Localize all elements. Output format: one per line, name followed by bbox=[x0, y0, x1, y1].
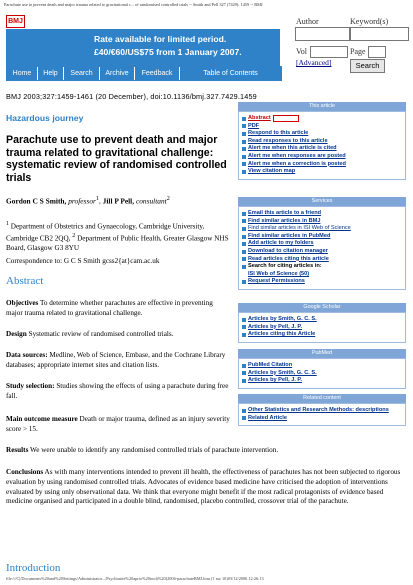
bullet-icon bbox=[242, 371, 246, 375]
article-title: Parachute use to prevent death and major trauma related to gravitational challenge: systematic review of randomised controlled trials bbox=[6, 134, 227, 184]
link-email-article[interactable] bbox=[239, 210, 405, 218]
link-read-responses-label: Read responses to this article bbox=[248, 137, 328, 144]
bullet-icon bbox=[242, 235, 246, 239]
bullet-icon bbox=[242, 242, 246, 246]
print-footer: file:///C|/Documents%20and%20Settings/Administrator.../Psychiatrie%20aprio%20toolt%20(2006-parachuteBMJ.htm (1 sur 10)03/12/2006 12:26:13 bbox=[6, 576, 264, 581]
sidebar-services bbox=[238, 197, 406, 290]
link-gs-smith-label: Articles by Smith, G. C. S. bbox=[248, 316, 317, 322]
link-similar-bmj[interactable] bbox=[239, 218, 405, 226]
link-abstract[interactable] bbox=[239, 115, 405, 123]
banner-line-2: £40/€60/US$75 from 1 January 2007. bbox=[94, 47, 242, 57]
bullet-icon bbox=[242, 170, 246, 174]
link-respond[interactable] bbox=[239, 130, 405, 138]
link-pubmed-citation[interactable] bbox=[239, 362, 405, 370]
banner-line-1: Rate available for limited period. bbox=[94, 34, 227, 44]
highlight-box bbox=[273, 115, 299, 122]
link-pm-smith-label: Articles by Smith, G. C. S. bbox=[248, 369, 317, 376]
link-gs-pell-label: Articles by Pell, J. P. bbox=[248, 323, 302, 330]
link-related-article-label: Related Article bbox=[248, 414, 287, 421]
link-pubmed-citation-label: PubMed Citation bbox=[248, 362, 293, 368]
search-button[interactable]: Search bbox=[350, 59, 385, 73]
link-related-article[interactable] bbox=[239, 415, 405, 423]
link-request-permissions[interactable] bbox=[239, 278, 405, 286]
abstract-sources bbox=[6, 351, 231, 371]
link-citing-articles-label: Read articles citing this article bbox=[248, 255, 329, 262]
citation-line: BMJ 2003;327:1459-1461 (20 December), doi:10.1136/bmj.327.7429.1459 bbox=[6, 92, 257, 101]
bullet-icon bbox=[242, 219, 246, 223]
link-request-permissions-label: Request Permissions bbox=[248, 278, 305, 285]
link-citing-articles[interactable] bbox=[239, 256, 405, 264]
objectives-text: To determine whether parachutes are effective in preventing major trauma related to gravitational challenge. bbox=[6, 299, 213, 317]
abstract-selection bbox=[6, 382, 231, 402]
nav-archive[interactable]: Archive bbox=[100, 67, 134, 80]
sidebar-pubmed bbox=[238, 349, 406, 389]
abstract-outcome bbox=[6, 415, 231, 435]
google-scholar-box bbox=[238, 312, 406, 343]
affiliation-2: Department of Public Health, Greater Glasgow NHS Board, Glasgow G3 8YU bbox=[6, 234, 229, 253]
vol-label: Vol bbox=[296, 47, 307, 56]
bullet-icon bbox=[242, 162, 246, 166]
results-text: We were unable to identify any randomised controlled trials of parachute intervention. bbox=[28, 446, 279, 454]
bullet-icon bbox=[242, 333, 246, 337]
bullet-icon bbox=[242, 280, 246, 284]
results-label: Results bbox=[6, 446, 29, 454]
link-isi-web-of-science[interactable] bbox=[239, 271, 405, 279]
link-gs-citing[interactable] bbox=[239, 331, 405, 339]
sidebar-this-article bbox=[238, 102, 406, 180]
link-similar-isi[interactable] bbox=[239, 225, 405, 233]
link-other-statistics-label: Other Statistics and Research Methods: descriptions bbox=[248, 407, 389, 413]
abstract-conclusions bbox=[6, 468, 406, 507]
bullet-icon bbox=[242, 364, 246, 368]
pubmed-box bbox=[238, 358, 406, 389]
nav-help[interactable]: Help bbox=[38, 67, 63, 80]
subscription-banner[interactable] bbox=[6, 29, 280, 66]
link-isi-label: ISI Web of Science (50) bbox=[248, 270, 310, 277]
link-citation-map[interactable] bbox=[239, 168, 405, 176]
author-2-sup: 2 bbox=[166, 196, 170, 202]
link-email-article-label: Email this article to a friend bbox=[248, 210, 322, 216]
bullet-icon bbox=[242, 227, 246, 231]
link-alert-cited-label: Alert me when this article is cited bbox=[248, 145, 337, 152]
conclusions-label: Conclusions bbox=[6, 468, 44, 476]
link-similar-pubmed-label: Find similar articles in PubMed bbox=[248, 232, 331, 239]
bullet-icon bbox=[242, 379, 246, 383]
link-read-responses[interactable] bbox=[239, 138, 405, 146]
search-citing-label bbox=[239, 263, 405, 271]
bullet-icon bbox=[242, 318, 246, 322]
link-pm-pell[interactable] bbox=[239, 377, 405, 385]
author-1-role: professor bbox=[68, 196, 96, 206]
link-alert-responses-label: Alert me when responses are posted bbox=[248, 152, 346, 159]
sources-label: Data sources: bbox=[6, 351, 48, 359]
nav-search[interactable]: Search bbox=[64, 67, 99, 80]
pubmed-header: PubMed bbox=[238, 349, 406, 358]
section-label: Hazardous journey bbox=[6, 113, 84, 123]
link-pm-smith[interactable] bbox=[239, 370, 405, 378]
link-similar-bmj-label: Find similar articles in BMJ bbox=[248, 217, 321, 224]
bullet-icon bbox=[242, 212, 246, 216]
abstract-objectives bbox=[6, 299, 231, 319]
affil-2-sup: 2 bbox=[72, 233, 76, 240]
affiliation-1: Department of Obstetrics and Gynaecology, Cambridge University, Cambridge CB2 2QQ, bbox=[6, 222, 205, 243]
sidebar-related bbox=[238, 394, 406, 426]
keywords-input[interactable] bbox=[350, 27, 409, 41]
link-citation-manager-label: Download to citation manager bbox=[248, 247, 328, 254]
author-2-role: consultant bbox=[135, 196, 167, 206]
this-article-header: This article bbox=[238, 102, 406, 111]
bullet-icon bbox=[242, 250, 246, 254]
affiliations bbox=[6, 220, 231, 254]
link-alert-responses[interactable] bbox=[239, 153, 405, 161]
abstract-heading: Abstract bbox=[6, 275, 44, 287]
outcome-text: Death or major trauma, defined as an injury severity score > 15. bbox=[6, 415, 230, 433]
link-abstract-label: Abstract bbox=[248, 115, 271, 121]
related-box bbox=[238, 403, 406, 426]
bullet-icon bbox=[242, 140, 246, 144]
link-pm-pell-label: Articles by Pell, J. P. bbox=[248, 377, 302, 384]
link-pdf[interactable] bbox=[239, 123, 405, 131]
link-similar-isi-label: Find similar articles in ISI Web of Science bbox=[248, 225, 351, 232]
this-article-box bbox=[238, 111, 406, 180]
abstract-results bbox=[6, 446, 406, 456]
link-alert-correction-label: Alert me when a correction is posted bbox=[248, 160, 346, 167]
design-label: Design bbox=[6, 330, 27, 338]
services-box bbox=[238, 206, 406, 290]
selection-text: Studies showing the effects of using a parachute during free fall. bbox=[6, 382, 229, 400]
correspondence: Correspondence to: G C S Smith gcss2{at}cam.ac.uk bbox=[6, 257, 160, 265]
introduction-heading: Introduction bbox=[6, 562, 61, 574]
print-header: Parachute use to prevent death and major trauma related to gravitational c... of randomised controlled trials -- Smith and Pell 327 (7429): 1459 -- BMJ bbox=[4, 2, 263, 7]
bullet-icon bbox=[242, 132, 246, 136]
abstract-design bbox=[6, 330, 231, 340]
link-respond-label: Respond to this article bbox=[248, 130, 309, 137]
bmj-logo[interactable]: BMJ bbox=[6, 15, 25, 28]
design-text: Systematic review of randomised controlled trials. bbox=[26, 330, 174, 338]
bullet-icon bbox=[242, 325, 246, 329]
selection-label: Study selection: bbox=[6, 382, 55, 390]
top-nav bbox=[6, 66, 282, 81]
link-alert-cited[interactable] bbox=[239, 145, 405, 153]
bullet-icon bbox=[242, 117, 246, 121]
link-pdf-label: PDF bbox=[248, 122, 260, 129]
link-other-statistics[interactable] bbox=[239, 407, 405, 415]
author-2-name[interactable]: Jill P Pell, bbox=[102, 196, 135, 206]
conclusions-text: As with many interventions intended to prevent ill health, the effectiveness of parachutes has not been subjected to rigorous evaluation by using randomised controlled trials. Advocates of evidence based medicine have criticised the adoption of interventions evaluated by using only observational data. We think that everyone might benefit if the most radical protagonists of evidence based medicine organised and participated in a double blind, randomised, placebo controlled, crossover trial of the parachute. bbox=[6, 468, 401, 506]
keywords-label: Keyword(s) bbox=[350, 17, 389, 26]
page-input[interactable] bbox=[368, 46, 386, 58]
link-add-folders[interactable] bbox=[239, 240, 405, 248]
author-1-sup: 1 bbox=[95, 196, 99, 202]
bullet-icon bbox=[242, 257, 246, 261]
link-gs-pell[interactable] bbox=[239, 324, 405, 332]
bullet-icon bbox=[242, 409, 246, 413]
affil-1-sup: 1 bbox=[6, 221, 9, 227]
link-gs-citing-label: Articles citing this Article bbox=[248, 331, 316, 338]
authors: Gordon C S Smith, professor$^1$, Jill P Pell, consultant$^2$ bbox=[6, 196, 170, 206]
objectives-label: Objectives bbox=[6, 299, 39, 307]
page-label: Page bbox=[350, 47, 366, 56]
sources-text: Medline, Web of Science, Embase, and the Cochrane Library databases; appropriate internet sites and citation lists. bbox=[6, 351, 226, 369]
bullet-icon bbox=[242, 265, 246, 269]
bullet-icon bbox=[242, 155, 246, 159]
services-header: Services bbox=[238, 197, 406, 206]
vol-input[interactable] bbox=[310, 46, 348, 58]
bullet-icon bbox=[242, 147, 246, 151]
related-header: Related content bbox=[238, 394, 406, 403]
sidebar-google-scholar bbox=[238, 303, 406, 343]
nav-feedback[interactable]: Feedback bbox=[135, 67, 179, 80]
author-1-name[interactable]: Gordon C S Smith, bbox=[6, 196, 67, 206]
link-similar-pubmed[interactable] bbox=[239, 233, 405, 241]
advanced-search-link[interactable]: [Advanced] bbox=[296, 58, 332, 67]
link-gs-smith[interactable] bbox=[239, 316, 405, 324]
nav-home[interactable]: Home bbox=[7, 67, 37, 80]
google-scholar-header: Google Scholar bbox=[238, 303, 406, 312]
link-citation-map-label: View citation map bbox=[248, 168, 296, 175]
link-add-folders-label: Add article to my folders bbox=[248, 240, 314, 247]
author-label: Author bbox=[296, 17, 319, 26]
outcome-label: Main outcome measure bbox=[6, 415, 78, 423]
search-citing-text: Search for citing articles in: bbox=[248, 263, 322, 270]
bullet-icon bbox=[242, 124, 246, 128]
link-alert-correction[interactable] bbox=[239, 161, 405, 169]
bullet-icon bbox=[242, 416, 246, 420]
link-citation-manager[interactable] bbox=[239, 248, 405, 256]
author-input[interactable] bbox=[295, 27, 350, 41]
nav-table-of-contents[interactable]: Table of Contents bbox=[180, 67, 281, 80]
